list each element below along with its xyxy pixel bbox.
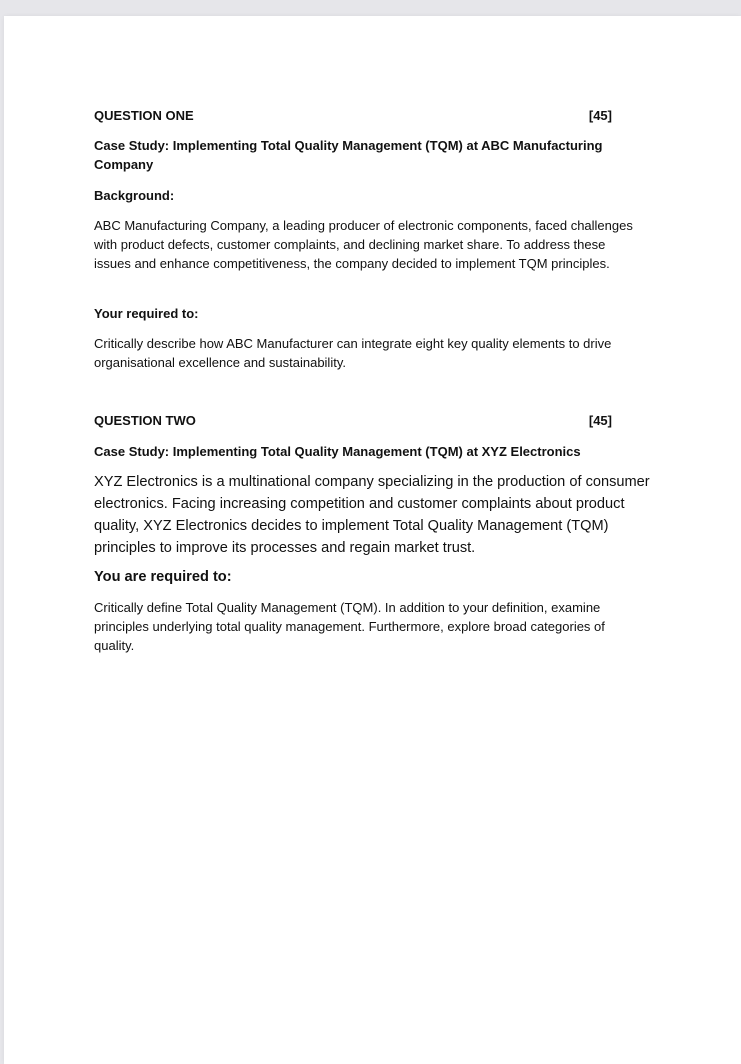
- question-one-background-heading: Background:: [94, 188, 175, 203]
- question-two-intro-text: XYZ Electronics is a multinational company specializing in the production of consumer electronics. Facing increasing competition and customer complaints about product quality, XYZ Electronics decides to implement Total Quality Management (TQM) principles to improve its processes and regain market trust.: [94, 474, 650, 556]
- question-two-marks: [45]: [588, 413, 612, 428]
- question-one-header: [94, 108, 612, 124]
- question-one-marks: [45]: [588, 108, 612, 123]
- question-one-required-heading: Your required to:: [94, 306, 199, 321]
- question-one-required-text: Critically describe how ABC Manufacturer can integrate eight key quality elements to drive organisational excellence and sustainability.: [94, 336, 612, 370]
- question-two-title: QUESTION TWO: [94, 413, 196, 428]
- question-two-case-study: Case Study: Implementing Total Quality Management (TQM) at XYZ Electronics: [94, 444, 581, 459]
- question-two-required-heading: You are required to:: [94, 569, 232, 585]
- question-one-case-study: Case Study: Implementing Total Quality Management (TQM) at ABC Manufacturing Company: [94, 138, 603, 172]
- question-two-required-text: Critically define Total Quality Management (TQM). In addition to your definition, examine principles underlying total quality management. Furthermore, explore broad categories of quality.: [94, 600, 605, 653]
- question-one-background-text: ABC Manufacturing Company, a leading producer of electronic components, faced challenges with product defects, customer complaints, and declining market share. To address these issues and enhance competitiveness, the company decided to implement TQM principles.: [94, 218, 633, 271]
- question-two-header: [94, 413, 612, 429]
- question-one-title: QUESTION ONE: [94, 108, 194, 123]
- document-page: [4, 16, 741, 1064]
